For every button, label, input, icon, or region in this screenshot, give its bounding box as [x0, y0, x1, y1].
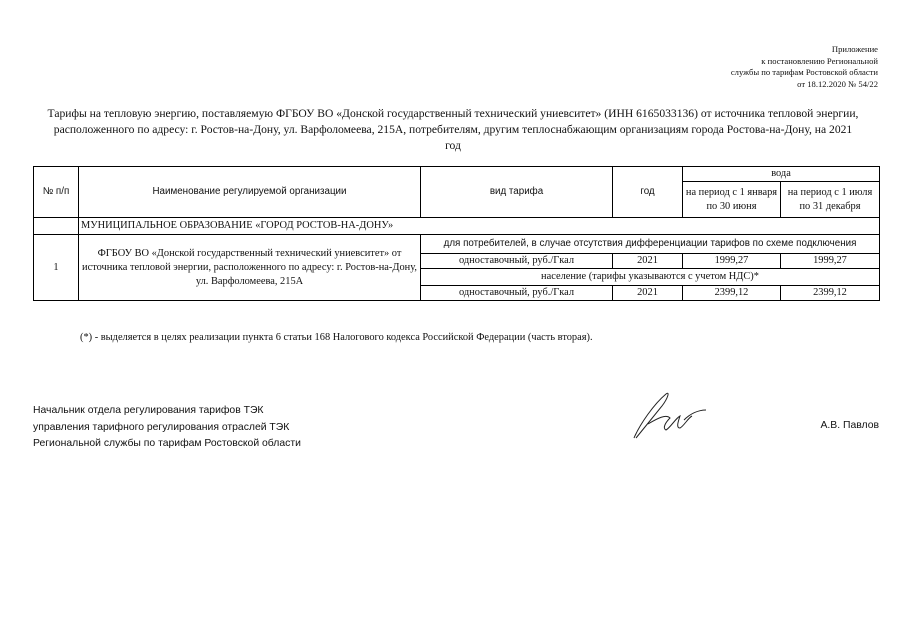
signer-position-line: управления тарифного регулирования отраслей ТЭК [33, 421, 290, 433]
group-2-period-2-value: 2399,12 [781, 286, 880, 301]
header-year: год [613, 167, 683, 218]
period-2-line: на период с 1 июля [787, 186, 873, 198]
header-tariff-type: вид тарифа [421, 167, 613, 218]
group-1-label: для потребителей, в случае отсутствия дифференциации тарифов по схеме подключения [421, 235, 880, 254]
signer-name: А.В. Павлов [820, 420, 879, 431]
header-water: вода [683, 167, 880, 182]
signer-position [33, 403, 301, 453]
appendix-line: Приложение [831, 44, 878, 54]
header-period-2 [781, 182, 880, 218]
group-2-year: 2021 [613, 286, 683, 301]
row-number: 1 [34, 235, 79, 301]
group-1-period-1-value: 1999,27 [683, 254, 781, 269]
handwritten-signature [626, 388, 716, 444]
row-organization: ФГБОУ ВО «Донской государственный технический униевситет» от источника тепловой энергии, расположенного по адресу: г. Ростов-на-Дону, ул. Варфоломеева, 215А [79, 235, 421, 301]
period-1-line: на период с 1 января [685, 186, 778, 198]
group-1-period-2-value: 1999,27 [781, 254, 880, 269]
period-2-line: по 31 декабря [799, 200, 861, 212]
period-1-line: по 30 июня [706, 200, 757, 212]
title-line: год [445, 139, 461, 152]
group-2-label: население (тарифы указываются с учетом НДС)* [421, 269, 880, 286]
appendix-line: службы по тарифам Ростовской области [730, 67, 878, 77]
header-period-1 [683, 182, 781, 218]
tariff-table [33, 166, 880, 301]
group-1-tariff-type: одноставочный, руб./Гкал [421, 254, 613, 269]
group-2-tariff-type: одноставочный, руб./Гкал [421, 286, 613, 301]
title-line: Тарифы на тепловую энергию, поставляемую ФГБОУ ВО «Донской государственный технический униевситет» (ИНН 6165033136) от источника тепловой энергии, [47, 107, 859, 120]
appendix-line: к постановлению Региональной [761, 55, 878, 66]
title-line: расположенного по адресу: г. Ростов-на-Дону, ул. Варфоломеева, 215А, потребителям, другим теплоснабжающим организациям города Ростова-на-Дону, на 2021 [53, 123, 853, 136]
group-1-year: 2021 [613, 254, 683, 269]
header-number: № п/п [34, 167, 79, 218]
footnote: (*) - выделяется в целях реализации пункта 6 статьи 168 Налогового кодекса Российской Федерации (часть вторая). [80, 332, 593, 343]
municipality-row: МУНИЦИПАЛЬНОЕ ОБРАЗОВАНИЕ «ГОРОД РОСТОВ-НА-ДОНУ» [79, 218, 880, 235]
header-organization: Наименование регулируемой организации [79, 167, 421, 218]
appendix-line: от 18.12.2020 № 54/22 [797, 78, 878, 89]
municipality-num-cell [34, 218, 79, 235]
signer-position-line: Региональной службы по тарифам Ростовской области [33, 438, 301, 449]
document-title [22, 106, 884, 154]
appendix-header [731, 44, 878, 90]
group-2-period-1-value: 2399,12 [683, 286, 781, 301]
signer-position-line: Начальник отдела регулирования тарифов ТЭК [33, 405, 264, 416]
